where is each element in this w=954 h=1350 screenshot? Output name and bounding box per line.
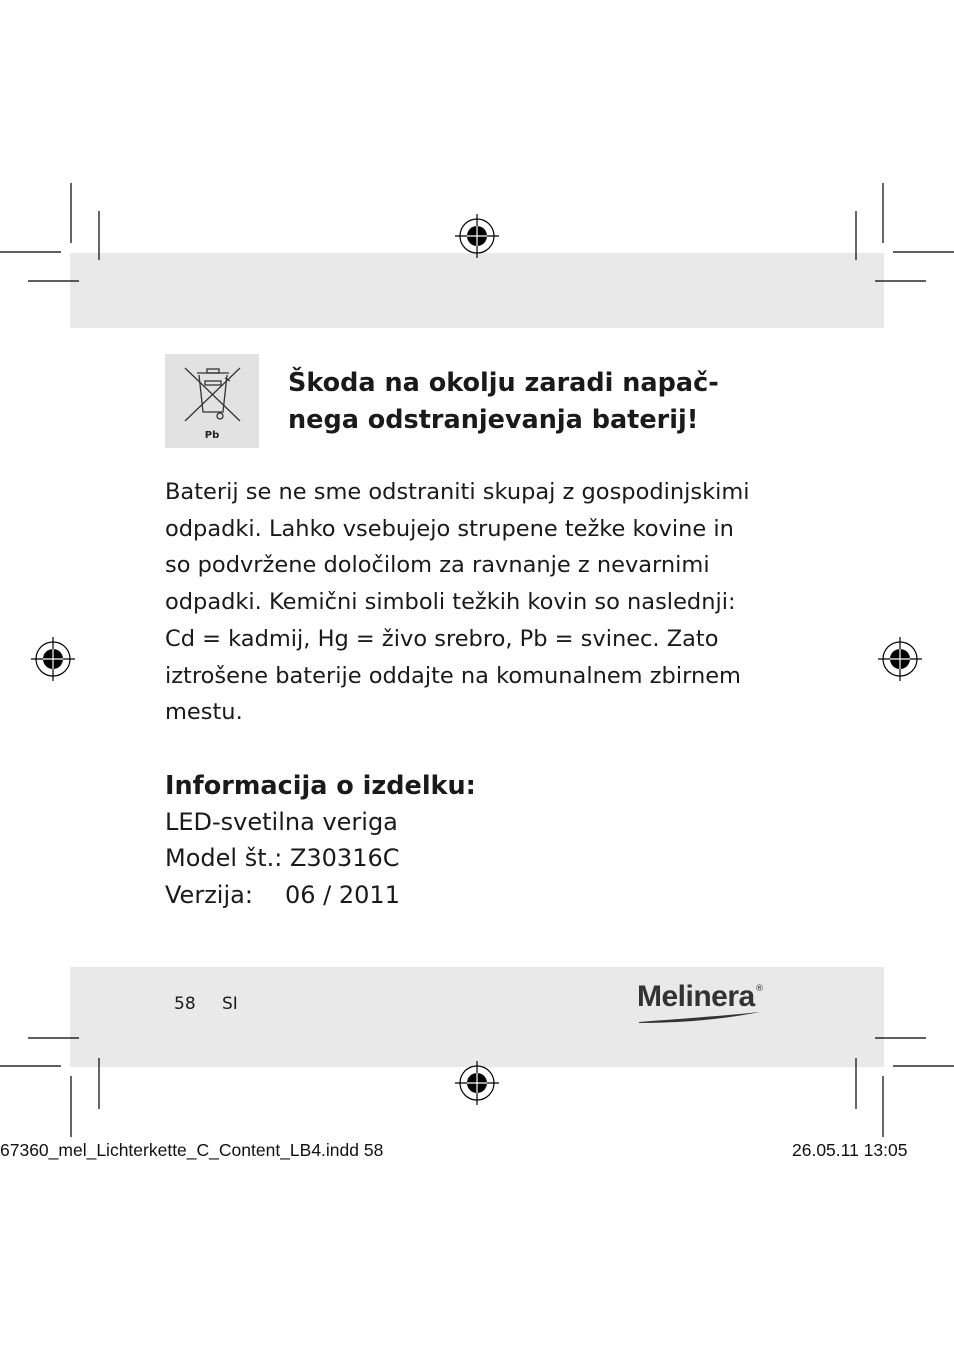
registration-mark-top — [455, 214, 499, 258]
registered-mark: ® — [755, 984, 764, 994]
version-line — [165, 877, 400, 913]
logo-swoosh-icon — [637, 1010, 762, 1024]
body-line: odpadki. Lahko vsebujejo strupene težke kovine in — [165, 515, 734, 542]
weee-symbol-box — [165, 354, 259, 448]
registration-mark-bottom — [455, 1061, 499, 1105]
brand-logo — [637, 980, 767, 1028]
product-name: LED-svetilna veriga — [165, 808, 398, 836]
body-line: Cd = kadmij, Hg = živo srebro, Pb = svinec. Zato — [165, 625, 719, 652]
body-line: Baterij se ne sme odstraniti skupaj z gospodinjskimi — [165, 479, 750, 505]
print-file-info: 67360_mel_Lichterkette_C_Content_LB4.indd 58 — [0, 1140, 384, 1160]
body-line: mestu. — [165, 699, 243, 726]
version-label: Verzija: — [165, 881, 253, 909]
body-line: odpadki. Kemični simboli težkih kovin so naslednji: — [165, 589, 736, 616]
version-value: 06 / 2011 — [285, 881, 400, 909]
symbol-label: Pb — [204, 430, 220, 441]
registration-mark-right — [878, 637, 922, 681]
print-date-time: 26.05.11 13:05 — [792, 1140, 908, 1160]
product-info-heading: Informacija o izdelku: — [165, 771, 476, 801]
page-number: 58 — [174, 994, 196, 1014]
section-heading — [288, 365, 758, 439]
header-band — [70, 253, 884, 328]
registration-mark-left — [31, 637, 75, 681]
heading-line-1: Škoda na okolju zaradi napač- — [288, 368, 719, 398]
body-line: iztrošene baterije oddajte na komunalnem zbirnem — [165, 662, 741, 689]
model-number: Model št.: Z30316C — [165, 844, 400, 872]
language-code: SI — [222, 994, 238, 1014]
brand-name: Melinera — [637, 980, 755, 1013]
heading-line-2: nega odstranjevanja baterij! — [288, 405, 699, 435]
body-line: so podvržene določilom za ravnanje z nevarnimi — [165, 552, 710, 579]
body-paragraph — [165, 474, 765, 731]
